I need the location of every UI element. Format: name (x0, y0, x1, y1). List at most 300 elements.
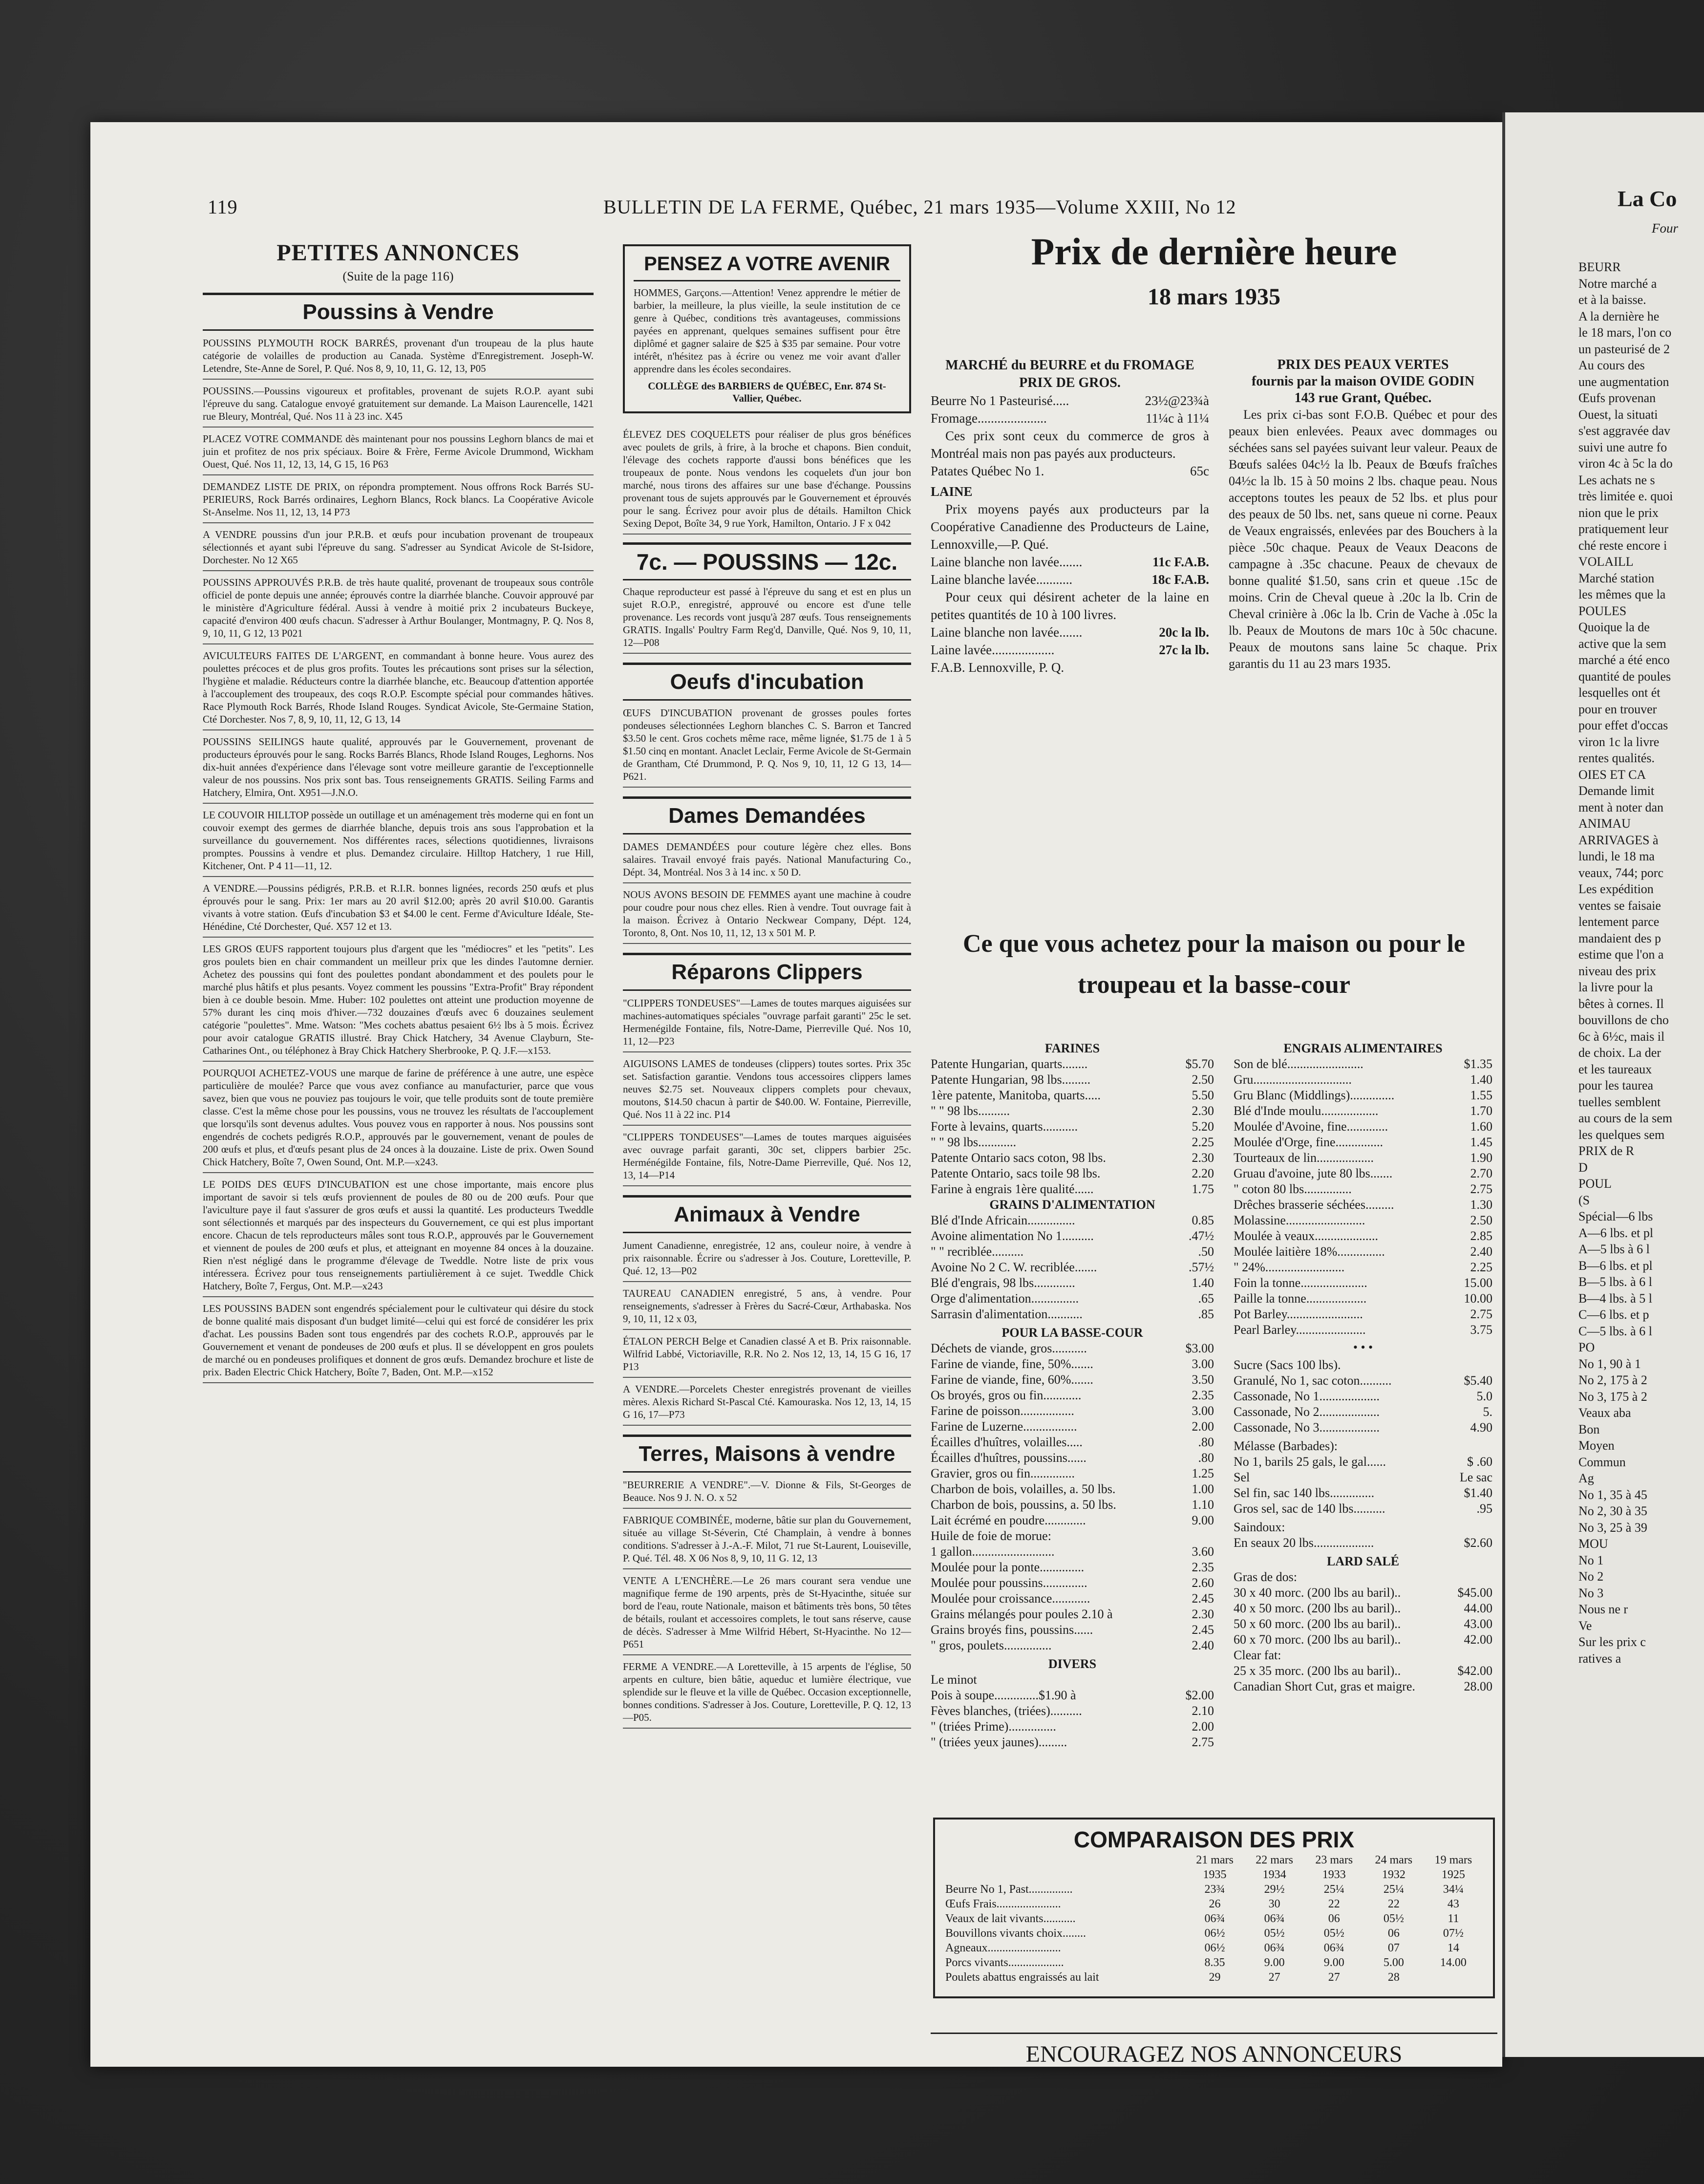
price-label: Moulée d'Avoine, fine............. (1234, 1119, 1388, 1134)
adjacent-page-title: La Co (1618, 186, 1677, 211)
adjacent-text-line: ratives a (1578, 1651, 1621, 1666)
molasses-list (1234, 1438, 1492, 1517)
price-row (931, 1072, 1214, 1088)
price-label: Charbon de bois, volailles, a. 50 lbs. (931, 1482, 1116, 1496)
price-comparison-box (933, 1818, 1495, 1998)
adjacent-text-line: pour les taurea (1578, 1078, 1654, 1092)
comparison-value: 22 (1328, 1898, 1340, 1910)
comparison-row (945, 1955, 1483, 1970)
price-row (931, 1513, 1214, 1528)
price-value: 2.25 (1192, 1135, 1214, 1149)
price-label: Cassonade, No 3................... (1234, 1420, 1380, 1435)
price-label: Gru Blanc (Middlings).............. (1234, 1088, 1395, 1102)
price-label: Avoine alimentation No 1.......... (931, 1229, 1094, 1243)
butter-cheese-market (931, 357, 1209, 676)
adjacent-text-line: Au cours des (1578, 358, 1645, 372)
price-value: 2.35 (1192, 1388, 1214, 1402)
price-row (931, 1228, 1214, 1244)
comparison-row (945, 1911, 1483, 1926)
comparison-label: Beurre No 1, Past............... (945, 1883, 1073, 1896)
footer-slogan: ENCOURAGEZ NOS ANNONCEURS (931, 2033, 1497, 2067)
price-value: .47½ (1189, 1229, 1214, 1243)
price-value: 2.30 (1192, 1151, 1214, 1165)
price-row (1234, 1535, 1492, 1551)
price-row (1234, 1150, 1492, 1166)
price-label: Fromage..................... (931, 411, 1047, 426)
adjacent-text-line: pour effet d'occas (1578, 718, 1668, 732)
price-label: Pot Barley........................ (1234, 1307, 1363, 1321)
price-value: 2.10 (1192, 1704, 1214, 1718)
price-label: Clear fat: (1234, 1648, 1281, 1662)
comparison-value: 27 (1268, 1971, 1280, 1984)
comparison-value: 05½ (1264, 1927, 1285, 1940)
price-value: $5.40 (1464, 1373, 1492, 1388)
adjacent-text-line: C—6 lbs. et p (1578, 1307, 1649, 1322)
price-value: Le sac (1459, 1470, 1492, 1484)
adjacent-text-line: s'est aggravée dav (1578, 424, 1671, 438)
comparison-value: 06½ (1204, 1942, 1225, 1954)
adjacent-text-line: veaux, 744; porc (1578, 865, 1664, 880)
adjacent-text-line: No 2, 175 à 2 (1578, 1373, 1647, 1387)
price-value: 42.00 (1464, 1632, 1492, 1647)
price-label: " 24%......................... (1234, 1260, 1345, 1274)
ad-item: LES POUSSINS BADEN sont engendrés spécialement pour le cultivateur qui désire du stock de bonne qualité mais disposant d'un budget limité—celui qui est forcé de considérer les prix d'achat. Les poussins Baden sont tous engendrés par des cochets R.O.P., approuvés par le Gouvernement et venant de pondeuses de 200 œufs et plus. Il se développent en gros poulets de marché ou en pondeuses prolifiques et donnent de gros œufs. Demandez brochure et liste de prix. Baden Electric Chick Hatchery, Boîte 7, Baden, Ont. M.P.—x152 (203, 1302, 594, 1383)
adjacent-text-line: D (1578, 1160, 1588, 1175)
price-label: Gros sel, sac de 140 lbs.......... (1234, 1501, 1385, 1516)
adjacent-text-line: No 2 (1578, 1569, 1604, 1584)
adjacent-text-line: No 2, 30 à 35 (1578, 1504, 1647, 1518)
ad-item: AVICULTEURS FAITES DE L'ARGENT, en commandant à bonne heure. Vous aurez des poulettes précoces et de plus gros profits. Toutes les précautions sont prises sur la sélection, l'hygiène et maladie. Réducteurs contre la diarrhée blanche, etc. Beaucoup d'attention apportée à l'accouplement des troupeaux, des coqs R.O.P. Escompte spécial pour commandes hâtives. Race Plymouth Rock Barrés, Rhode Island Rouges. Syndicat Avicole, Ste-Germaine Station, Cté Dorchester. Nos 7, 8, 9, 10, 11, 12, G 13, 14 (203, 649, 594, 730)
price-value: 2.50 (1192, 1072, 1214, 1087)
price-label: Moulée à veaux.................... (1234, 1229, 1379, 1243)
price-value: .57½ (1189, 1260, 1214, 1274)
price-row (931, 1119, 1214, 1135)
price-value: $42.00 (1457, 1664, 1492, 1678)
price-row (1234, 1275, 1492, 1291)
price-row (1234, 1135, 1492, 1150)
price-row (931, 571, 1209, 588)
price-row (931, 1135, 1214, 1150)
price-row (931, 392, 1209, 409)
price-value: 11¼c à 11¼ (1146, 411, 1209, 426)
price-list-left (931, 1041, 1214, 1750)
price-row (931, 1719, 1214, 1734)
price-row (1234, 1569, 1492, 1585)
comparison-value: 11 (1448, 1912, 1459, 1925)
price-row (931, 1638, 1214, 1653)
adjacent-text-line: No 3, 25 à 39 (1578, 1520, 1647, 1535)
price-row (931, 1688, 1214, 1703)
adjacent-text-line: VOLAILL (1578, 555, 1634, 569)
feed-list (1234, 1056, 1492, 1338)
price-label: Fèves blanches, (triées).......... (931, 1704, 1082, 1718)
adjacent-text-line: rentes qualités. (1578, 751, 1655, 765)
date-header: 22 mars (1256, 1854, 1293, 1866)
adjacent-text-line: B—5 lbs. à 6 l (1578, 1275, 1652, 1289)
price-row (1234, 1389, 1492, 1404)
adjacent-text-line: Les achats ne s (1578, 472, 1655, 487)
comparison-value: 06 (1328, 1912, 1340, 1925)
comparison-value: 06¾ (1264, 1912, 1285, 1925)
comparison-label: Bouvillons vivants choix........ (945, 1927, 1086, 1940)
hides-supplier: fournis par la maison OVIDE GODIN (1251, 374, 1475, 389)
price-value: 2.50 (1470, 1213, 1492, 1227)
price-value: 11c F.A.B. (1152, 555, 1209, 569)
price-label: 30 x 40 morc. (200 lbs au baril).. (1234, 1585, 1401, 1600)
adjacent-page (1502, 112, 1704, 2057)
price-row (1234, 1501, 1492, 1517)
price-label: Patente Hungarian, 98 lbs......... (931, 1072, 1091, 1087)
comparison-label: Poulets abattus engraissés au lait (945, 1971, 1099, 1984)
adjacent-text-line: PO (1578, 1340, 1595, 1354)
price-row (1234, 1088, 1492, 1103)
salt-pork-list (1234, 1569, 1492, 1694)
ad-item: POURQUOI ACHETEZ-VOUS une marque de farine de préférence à une autre, une espèce particulière de moulée? Parce que vous avez confiance au manufacturier, parce que vous savez, bien que vous ne pouviez pas toujours le voir, que telle produits sont de toute première classe. C'est la même chose pour les poussins, vous ne trouvez les résultats de l'accouplement que lorsqu'ils sont devenus adultes. Vous pouvez vous en rapporter à nous. Nos poussins sont engendrés de cochets pedigrés R.O.P., approuvés par le gouvernement, venant de poules de 200 œufs et plus, et d'œufs pesant plus de 24 onces à la douzaine. Liste de prix. Owen Sound Chick Hatchery, Boîte 7, Owen Sound, Ont. M.P.—x243. (203, 1067, 594, 1173)
price-label: Blé d'Inde moulu.................. (1234, 1104, 1379, 1118)
hides-text: Les prix ci-bas sont F.O.B. Québec et pour des peaux bien enlevées. Peaux avec dommages ou séchées sans sel payées suivant leur valeur. Peaux de Bœufs salées 04c½ la lb. Peaux de Bœufs fraîches 04½c la lb. 15 à 50 moins 2 lbs. chaque peau. Nous acceptons toutes les peaux de 52 lbs. et plus pour des peaux de 50 lbs. net, sans queue ni corne. Peaux de Veaux engraissés, enlevées par des Bouchers à la pièce .50c chaque. Peaux de Veaux Deacons de campagne à .35c chacune. Peaux de chevaux de bonne qualité $1.50, sans crin et queue .15c de moins. Crin de Cheval queue à .20c la lb. Crin de Cheval crinière à .06c la lb. Crin de Vache à .05c la lb. Peaux de Moutons de mars 10c à 50c chacune. Peaux de moutons sans laine 5c chaque. Prix garantis du 11 au 23 mars 1935. (1229, 407, 1497, 671)
ad-item: A VENDRE.—Poussins pédigrés, P.R.B. et R.I.R. bonnes lignées, records 250 œufs et plus éprouvés pour le sang. Prix: 1er mars au 20 avril $12.00; après 20 avril $10.00. Garantis vivants à votre station. Œufs d'incubation $3 et $4.00 le cent. Ferme d'Aviculture Idéale, Ste-Hénédine, Cté Dorchester, Qué. X57 12 et 13. (203, 882, 594, 938)
adjacent-text-line: active que la sem (1578, 636, 1666, 651)
adjacent-text-line: les mêmes que la (1578, 587, 1666, 601)
comparison-label: Agneaux......................... (945, 1942, 1061, 1954)
misc-list (931, 1672, 1214, 1750)
price-value: 1.40 (1470, 1072, 1492, 1087)
ad-item: POUSSINS SEILINGS haute qualité, approuvés par le Gouvernement, provenant de producteurs éprouvés pour le sang. Rocks Barrés Blancs, Rhode Island Rouges, Leghorns. Nos dix-huit années d'expérience dans l'élevage sont votre meilleure garantie de l'exceptionnelle valeur de nos poussins. Nos prix sont bas. Tous renseignements GRATIS. Seiling Farms and Hatchery, Elmira, Ont. X951—J.N.O. (203, 735, 594, 804)
list-heading: LARD SALÉ (1326, 1554, 1400, 1568)
price-row (931, 1056, 1214, 1072)
price-label: Os broyés, gros ou fin............ (931, 1388, 1082, 1402)
adjacent-text-line: Spécial—6 lbs (1578, 1209, 1653, 1223)
adjacent-text-line: Ag (1578, 1471, 1594, 1485)
adjacent-text-line: A la dernière he (1578, 309, 1660, 323)
price-label: Patates Québec No 1. (931, 464, 1044, 478)
adjacent-text-line: ANIMAU (1578, 816, 1631, 831)
price-label: Grains broyés fins, poussins...... (931, 1623, 1093, 1637)
price-row (931, 1497, 1214, 1513)
comparison-label: Porcs vivants................... (945, 1956, 1064, 1969)
ad-item: POUSSINS.—Poussins vigoureux et profitables, provenant de sujets R.O.P. ayant subi l'épreuve du sang. Catalogue envoyé gratuitement sur demande. La Maison Laurencelle, 1421 rue Bleury, Montréal, Qué. Nos 11 à 23 inc. X45 (203, 385, 594, 428)
adjacent-text-line: et les taureaux (1578, 1062, 1652, 1076)
adjacent-text-line: pratiquement leur (1578, 522, 1669, 536)
comparison-label: Veaux de lait vivants........... (945, 1912, 1076, 1925)
adjacent-text-line: BEURR (1578, 260, 1621, 274)
price-row (1234, 1438, 1492, 1454)
ad-item: "CLIPPERS TONDEUSES"—Lames de toutes marques aiguisées sur machines-automatiques spéciales "ouvrage parfait garanti" 25c le set. Hermenégilde Fontaine, fils, Notre-Dame, Pierreville Qué. Nos 10, 11, 12—P23 (623, 997, 911, 1052)
adjacent-text-line: A—6 lbs. et pl (1578, 1225, 1654, 1240)
price-value: $45.00 (1457, 1585, 1492, 1600)
hides-prices (1229, 357, 1497, 672)
price-row (1234, 1679, 1492, 1694)
price-value: 43.00 (1464, 1617, 1492, 1631)
price-value: 2.60 (1192, 1576, 1214, 1590)
price-value: 1.00 (1192, 1482, 1214, 1496)
list-heading: ENGRAIS ALIMENTAIRES (1283, 1041, 1443, 1055)
adjacent-text-line: et à la baisse. (1578, 293, 1646, 307)
ad-list (203, 337, 594, 1383)
adjacent-text-line: Sur les prix c (1578, 1635, 1646, 1649)
price-label: Moulée pour la ponte.............. (931, 1560, 1085, 1574)
adjacent-text-line: No 1, 35 à 45 (1578, 1487, 1647, 1502)
price-row (931, 1244, 1214, 1260)
price-label: Gruau d'avoine, jute 80 lbs....... (1234, 1166, 1393, 1180)
price-row (1234, 1244, 1492, 1260)
ad-item: PLACEZ VOTRE COMMANDE dès maintenant pour nos poussins Leghorn blancs de mai et juin et profitez de nos prix spéciaux. Boire & Frère, Ferme Avicole Drummond, Wickham Ouest, Qué. Nos 11, 12, 13, 14, G 15, 16 P63 (203, 432, 594, 475)
price-label: Orge d'alimentation............... (931, 1291, 1079, 1306)
comparison-table (945, 1853, 1483, 1985)
price-label: " gros, poulets............... (931, 1638, 1052, 1652)
category-heading: Dames Demandées (623, 796, 911, 835)
price-value: 2.35 (1192, 1560, 1214, 1574)
price-row (1234, 1306, 1492, 1322)
price-label: Farine de viande, fine, 50%....... (931, 1357, 1093, 1371)
shopping-title: Ce que vous achetez pour la maison ou pour le troupeau et la basse-cour (962, 930, 1466, 999)
price-value: 1.70 (1470, 1104, 1492, 1118)
comparison-value: 06½ (1204, 1927, 1225, 1940)
ad-item: NOUS AVONS BESOIN DE FEMMES ayant une machine à coudre pour coudre pour nous chez elles. Rien à vendre. Tout ouvrage fait à la maison. Écrivez à Ontario Neckwear Company, Dépt. 124, Toronto, 8, Ont. Nos 10, 11, 12, 13 x 501 M. P. (623, 888, 911, 944)
adjacent-text-line: de choix. La der (1578, 1046, 1661, 1060)
ad-item: POUSSINS PLYMOUTH ROCK BARRÉS, provenant d'un troupeau de la plus haute catégorie de volailles de production au Canada. Système d'Enregistrement. Joseph-W. Letendre, Ste-Anne de Sorel, P. Qué. Nos 8, 9, 10, 11, G. 12, 13, P05 (203, 337, 594, 380)
price-row (1234, 1181, 1492, 1197)
price-value: 20c la lb. (1159, 625, 1209, 640)
price-row (931, 1260, 1214, 1275)
adjacent-text-line: tuelles semblent (1578, 1094, 1661, 1109)
adjacent-text-line: marché a été enco (1578, 653, 1670, 667)
price-row (1234, 1119, 1492, 1135)
price-value: 44.00 (1464, 1601, 1492, 1615)
price-label: Farine de viande, fine, 60%....... (931, 1372, 1093, 1387)
column-classifieds (203, 235, 594, 1388)
price-row (931, 1181, 1214, 1197)
price-label: 50 x 60 morc. (200 lbs au baril).. (1234, 1617, 1401, 1631)
ad-item: TAUREAU CANADIEN enregistré, 5 ans, à vendre. Pour renseignements, s'adresser à Frères du Sacré-Cœur, Arthabaska. Nos 9, 10, 11, 12 x 03, (623, 1287, 911, 1330)
date-header: 24 mars (1375, 1854, 1413, 1866)
barber-college-ad (623, 244, 911, 413)
comparison-value: 07 (1387, 1942, 1400, 1954)
price-label: Mélasse (Barbades): (1234, 1439, 1338, 1453)
adjacent-text-line: MOU (1578, 1537, 1608, 1551)
price-row (931, 1388, 1214, 1403)
price-value: 65c (1190, 464, 1209, 478)
comparison-value: 9.00 (1323, 1956, 1344, 1969)
price-label: Drêches brasserie séchées......... (1234, 1198, 1394, 1212)
price-value: 4.90 (1470, 1420, 1492, 1435)
price-value: 2.30 (1192, 1104, 1214, 1118)
price-row (931, 1419, 1214, 1435)
section-subtitle: (Suite de la page 116) (342, 269, 454, 283)
price-row (931, 1703, 1214, 1719)
price-value: 27c la lb. (1159, 642, 1209, 657)
adjacent-text-line: lundi, le 18 ma (1578, 849, 1655, 863)
price-row (1234, 1197, 1492, 1213)
price-value: 5.0 (1476, 1389, 1492, 1403)
price-row (1234, 1228, 1492, 1244)
wool-heading: LAINE (931, 484, 973, 499)
adjacent-text-line: Ouest, la situati (1578, 407, 1658, 422)
comparison-row (945, 1897, 1483, 1911)
price-value: 2.20 (1192, 1166, 1214, 1180)
price-label: Son de blé........................ (1234, 1057, 1363, 1071)
price-row (931, 1291, 1214, 1306)
adjacent-text-line: 6c à 6½c, mais il (1578, 1029, 1665, 1044)
comparison-value: 23¾ (1204, 1883, 1225, 1896)
adjacent-text-line: viron 4c à 5c la do (1578, 456, 1673, 471)
comparison-row (945, 1926, 1483, 1941)
ad-box-title: PENSEZ A VOTRE AVENIR (634, 253, 900, 281)
price-row (931, 1213, 1214, 1228)
price-row (1234, 1213, 1492, 1228)
ad-item: LES GROS ŒUFS rapportent toujours plus d'argent que les "médiocres" et les "petits". Les gros poulets bien en chair commandent un meilleur prix que les dindes l'automne dernier. Achetez des poussins qui font des poulettes pondant abondamment et des poulets pour le marché plus hâtifs et plus pesants. Voyez comment les poussins "Extra-Profit" Bray répondent bien à ce double besoin. Mme. Huber: 102 poulettes ont atteint une production moyenne de 57% durant les cinq mois d'hiver.—732 douzaines d'œufs avec 6 douzaines seulement catégorie "poulettes". Mme. Watson: "Mes cochets abattus pesaient 6½ lbs à 5 mois. Écrivez pour avoir catalogue GRATIS illustré. Bray Chick Hatchery, 34 Avenue Clayburn, Ste-Catharines Ont., ou téléphonez à Bray Chick Hatchery Sherbrooke, P. Q. J.F.—x153. (203, 942, 594, 1062)
year-header: 1934 (1262, 1868, 1286, 1881)
ad-item: A VENDRE.—Porcelets Chester enregistrés provenant de vieilles mères. Alexis Richard St-Pascal Cté. Kamouraska. Nos 12, 13, 14, 15 G 16, 17—P73 (623, 1383, 911, 1426)
price-value: 2.00 (1192, 1419, 1214, 1434)
price-value: 1.75 (1192, 1182, 1214, 1196)
price-value: 1.25 (1192, 1466, 1214, 1480)
price-label: Gras de dos: (1234, 1570, 1297, 1584)
comparison-value: 34¼ (1443, 1883, 1464, 1896)
adjacent-text-line: mandaient des p (1578, 931, 1661, 945)
price-label: Beurre No 1 Pasteurisé..... (931, 393, 1069, 408)
adjacent-text-line: Marché station (1578, 571, 1655, 585)
price-value: 2.75 (1192, 1735, 1214, 1749)
ad-item: DEMANDEZ LISTE DE PRIX, on répondra promptement. Nous offrons Rock Barrés SU-PERIEURS, Rock Barrés ordinaires, Leghorn Blancs, Rock blancs. La Coopérative Avicole St-Anselme. Nos 11, 12, 13, 14 P73 (203, 480, 594, 523)
price-label: Avoine No 2 C. W. recriblée....... (931, 1260, 1097, 1274)
adjacent-text-line: la livre pour la (1578, 980, 1653, 994)
price-value: 5.50 (1192, 1088, 1214, 1102)
adjacent-text-line: No 3, 175 à 2 (1578, 1389, 1647, 1404)
comparison-value: 06¾ (1323, 1942, 1344, 1954)
price-row (1234, 1454, 1492, 1470)
price-row (931, 1466, 1214, 1481)
price-value: $2.00 (1185, 1688, 1214, 1702)
price-value: 2.30 (1192, 1607, 1214, 1621)
ad-item: LE COUVOIR HILLTOP possède un outillage et un aménagement très moderne qui en font un couvoir exempt des germes de diarrhée blanche, depuis trois ans sous l'approbation et la surveillance du gouvernement. Nos différentes races, sélections quotidiennes, livraisons promptes. Poussins à vendre et plus. Demandez circulaire. Hilltop Hatchery, 1 rue Hill, Kitchener, Ont. P 4 11—11, 12. (203, 809, 594, 877)
price-label: Saindoux: (1234, 1520, 1285, 1534)
ad-item: AIGUISONS LAMES de tondeuses (clippers) toutes sortes. Prix 35c set. Satisfaction garantie. Vendons tous accessoires clippers lames neuves $2.75 set. Nouveaux clippers complets pour chevaux, moutons, $14.50 chacun à partir de $40.00. W. Fontaine, Pierreville, Qué. Nos 11 à 22 inc. P14 (623, 1057, 911, 1126)
price-row (931, 1591, 1214, 1606)
comparison-value: 25¼ (1383, 1883, 1404, 1896)
price-value: 3.00 (1192, 1357, 1214, 1371)
ad-item: POUSSINS APPROUVÉS P.R.B. de très haute qualité, provenant de troupeaux sous contrôle officiel de ponte depuis une année; éprouvés contre la diarrhée blanche. Couvoir approuvé par le ministère d'Agriculture fédéral. Aussi à vendre à moitié prix 2 incubateurs Buckeye, capacité d'environ 400 œufs chacun. S'adresser à Arthur Boulanger, Montmagny, P. Q. Nos 8, 9, 10, 11, G 12, 13 P021 (203, 576, 594, 644)
adjacent-text-line: Les expédition (1578, 882, 1654, 896)
price-label: Écailles d'huîtres, volailles..... (931, 1435, 1083, 1449)
price-value: 18c F.A.B. (1151, 572, 1209, 587)
comparison-years-row (945, 1867, 1483, 1882)
adjacent-text-line: Ve (1578, 1618, 1592, 1633)
price-label: Sel (1234, 1470, 1250, 1484)
price-label: " coton 80 lbs............... (1234, 1182, 1352, 1196)
price-row (1234, 1632, 1492, 1648)
category-heading: Oeufs d'incubation (623, 663, 911, 701)
separator-dots: • • • (1353, 1340, 1373, 1354)
price-row (1234, 1103, 1492, 1119)
price-label: " " 98 lbs.......... (931, 1104, 1010, 1118)
adjacent-text-line: No 1 (1578, 1553, 1604, 1567)
price-row (1234, 1485, 1492, 1501)
adjacent-text-line: C—5 lbs. à 6 l (1578, 1324, 1652, 1338)
comparison-value: 07½ (1443, 1927, 1464, 1940)
price-label: Laine lavée................... (931, 642, 1055, 657)
adjacent-text-line: lesquelles ont ét (1578, 685, 1661, 700)
ad-item: ŒUFS D'INCUBATION provenant de grosses poules fortes pondeuses sélectionnées Leghorn blanches C. S. Barron et Tancred $3.50 le cent. Gros cochets même race, même lignée, $1.75 de 1 à 5 $1.50 cinq en montant. Anaclet Leclair, Ferme Avicole de St-Germain de Grantham, Cté Drummond, P. Q. Nos 9, 10, 11, 12 G 13, 14—P621. (623, 707, 911, 788)
price-row (1234, 1404, 1492, 1420)
category-heading: Poussins à Vendre (203, 293, 594, 331)
price-value: 10.00 (1464, 1291, 1492, 1306)
price-label: Granulé, No 1, sac coton.......... (1234, 1373, 1392, 1388)
price-value: 1.55 (1470, 1088, 1492, 1102)
price-row (931, 462, 1209, 480)
price-value: 3.00 (1192, 1404, 1214, 1418)
adjacent-text-line: OIES ET CA (1578, 767, 1646, 782)
price-row (1234, 1166, 1492, 1181)
ad-item: FERME A VENDRE.—A Loretteville, à 15 arpents de l'église, 50 arpents en culture, bien bâtie, aqueduc et lumière électrique, vue splendide sur le fleuve et la ville de Québec. Occasion exceptionnelle, bonnes conditions. S'adresser à Jos. Couture, Loretteville, P. Q. 12, 13—P05. (623, 1660, 911, 1729)
adjacent-text-line: Nous ne r (1578, 1602, 1628, 1616)
price-label: 1ère patente, Manitoba, quarts..... (931, 1088, 1101, 1102)
comparison-value: 9.00 (1264, 1956, 1285, 1969)
price-row (931, 409, 1209, 427)
date-header: 23 mars (1315, 1854, 1353, 1866)
price-value: $3.00 (1185, 1341, 1214, 1355)
price-value: 28.00 (1464, 1679, 1492, 1693)
price-label: Laine blanche non lavée....... (931, 625, 1083, 640)
market-subheading: PRIX DE GROS. (1019, 375, 1121, 390)
comparison-value: 30 (1268, 1898, 1280, 1910)
price-label: En seaux 20 lbs................... (1234, 1536, 1374, 1550)
price-label: Huile de foie de morue: (931, 1529, 1051, 1543)
comparison-value: 14 (1447, 1942, 1459, 1954)
latest-prices-title: Prix de dernière heure (1031, 230, 1397, 273)
section-title: PETITES ANNONCES (277, 240, 520, 266)
ad-item: ÉTALON PERCH Belge et Canadien classé A et B. Prix raisonnable. Wilfrid Labbé, Victoriaville, R.R. No 2. Nos 12, 13, 14, 15 G 16, 17 P13 (623, 1335, 911, 1378)
adjacent-text-line: PRIX de R (1578, 1144, 1635, 1158)
comparison-value: 05½ (1383, 1912, 1404, 1925)
price-row (931, 1544, 1214, 1560)
price-value: 5.20 (1192, 1119, 1214, 1134)
ad-box-footer: COLLÈGE des BARBIERS de QUÉBEC, Enr. 874 St-Vallier, Québec. (648, 380, 886, 404)
price-value: 1.90 (1470, 1151, 1492, 1165)
price-value: 2.85 (1470, 1229, 1492, 1243)
adjacent-text-line: estime que l'on a (1578, 947, 1664, 962)
price-label: 40 x 50 morc. (200 lbs au baril).. (1234, 1601, 1401, 1615)
ad-item: "CLIPPERS TONDEUSES"—Lames de toutes marques aiguisées avec ouvrage parfait garanti, 30c set, clippers barbier 25c. Herménégilde Fontaine, fils, Notre-Dame Pierreville, Qué. Nos 12, 13, 14—P14 (623, 1131, 911, 1186)
price-label: " " 98 lbs............ (931, 1135, 1017, 1149)
price-row (931, 1450, 1214, 1466)
price-value: 1.40 (1192, 1276, 1214, 1290)
price-row (1234, 1616, 1492, 1632)
comparison-value: 05½ (1323, 1927, 1344, 1940)
wool-location: F.A.B. Lennoxville, P. Q. (931, 660, 1065, 675)
price-label: Laine blanche non lavée....... (931, 555, 1083, 569)
price-label: Laine blanche lavée........... (931, 572, 1073, 587)
price-row (931, 1435, 1214, 1450)
price-value: 2.70 (1470, 1166, 1492, 1180)
price-row (931, 1356, 1214, 1372)
sugar-list (1234, 1357, 1492, 1435)
ad-item: FABRIQUE COMBINÉE, moderne, bâtie sur plan du Gouvernement, située au village St-Séverin, Cté Champlain, à vendre à bonnes conditions. S'adresser à J.-A.-F. Milot, 71 rue St-Laurent, Louiseville, P. Qué. Tél. 48. X 06 Nos 8, 9, 10, 11 G. 12, 13 (623, 1514, 911, 1569)
latest-prices-date: 18 mars 1935 (1148, 284, 1280, 310)
adjacent-text-line: Commun (1578, 1455, 1626, 1469)
price-label: Molassine......................... (1234, 1213, 1365, 1227)
adjacent-text-line: Moyen (1578, 1438, 1615, 1453)
price-label: Déchets de viande, gros........... (931, 1341, 1087, 1355)
market-note: Prix moyens payés aux producteurs par la Coopérative Canadienne des Producteurs de Laine, Lennoxville,—P. Qué. (931, 502, 1209, 552)
comparison-value: 28 (1387, 1971, 1400, 1984)
poussins-price-heading: 7c. — POUSSINS — 12c. (623, 542, 911, 580)
price-value: 2.40 (1470, 1244, 1492, 1259)
price-label: Écailles d'huîtres, poussins...... (931, 1451, 1086, 1465)
page-title: BULLETIN DE LA FERME, Québec, 21 mars 1935—Volume XXIII, No 12 (603, 196, 1236, 218)
price-row (931, 1528, 1214, 1544)
comparison-value: 29½ (1264, 1883, 1285, 1896)
